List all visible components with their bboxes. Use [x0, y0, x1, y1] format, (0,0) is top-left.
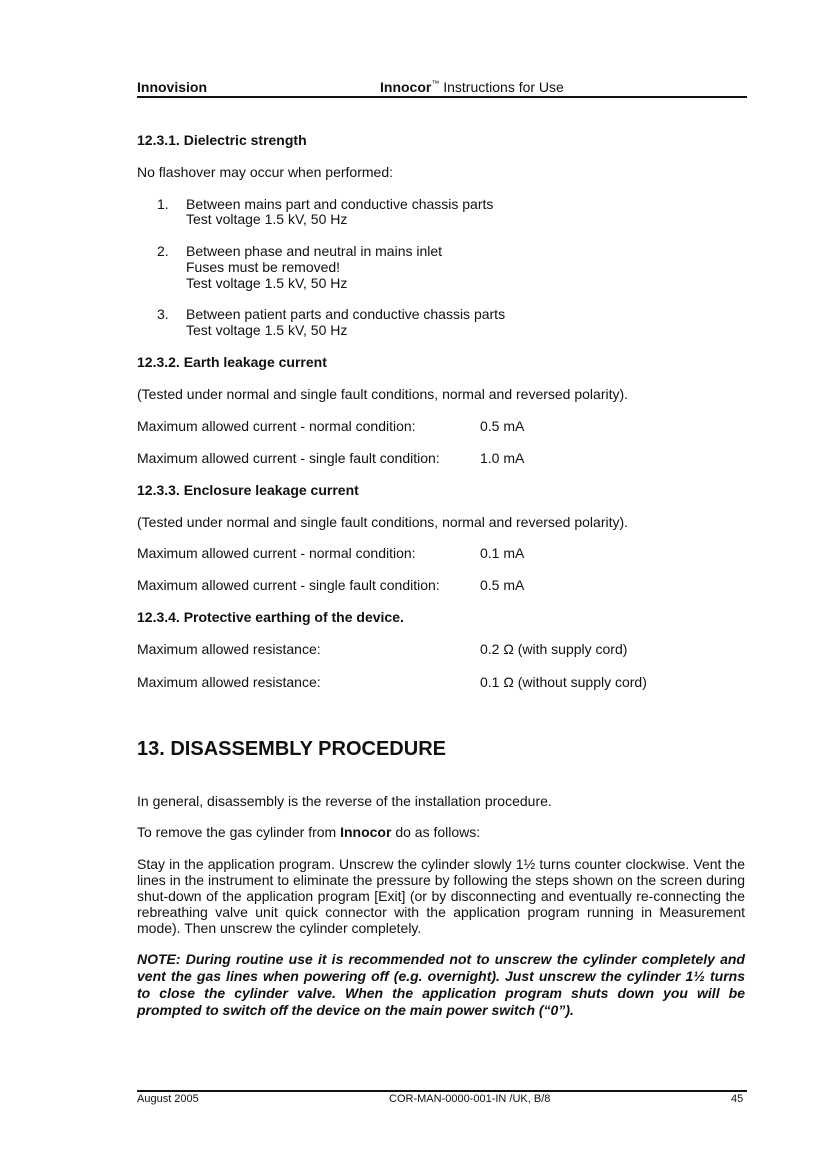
- spec-value: 0.5 mA: [480, 418, 525, 434]
- list-item-line: Between mains part and conductive chassis parts: [186, 196, 494, 212]
- spec-value: 0.2 Ω (with supply cord): [480, 641, 628, 657]
- header-company: Innovision: [137, 79, 207, 95]
- list-item-line: Between phase and neutral in mains inlet: [186, 243, 443, 259]
- instruction-text: do as follows:: [391, 824, 481, 840]
- dielectric-intro: No flashover may occur when performed:: [137, 164, 393, 180]
- section-heading-protective-earthing: 12.3.4. Protective earthing of the device.: [137, 609, 404, 625]
- list-item-line: Test voltage 1.5 kV, 50 Hz: [186, 322, 348, 338]
- footer-doc-id: COR-MAN-0000-001-IN /UK, B/8: [389, 1093, 551, 1105]
- chapter-heading-disassembly: 13. DISASSEMBLY PROCEDURE: [137, 738, 446, 760]
- spec-label: Maximum allowed resistance:: [137, 674, 321, 690]
- header-product: Innocor: [380, 79, 432, 95]
- disassembly-intro: In general, disassembly is the reverse of the installation procedure.: [137, 793, 552, 809]
- spec-label: Maximum allowed current - normal condition:: [137, 545, 416, 561]
- enclosure-leakage-note: (Tested under normal and single fault conditions, normal and reversed polarity).: [137, 514, 629, 530]
- spec-value: 1.0 mA: [480, 450, 525, 466]
- spec-label: Maximum allowed current - single fault condition:: [137, 577, 440, 593]
- spec-label: Maximum allowed current - single fault condition:: [137, 450, 440, 466]
- section-heading-earth-leakage: 12.3.2. Earth leakage current: [137, 354, 327, 370]
- footer-rule: [137, 1090, 747, 1092]
- list-item-line: Test voltage 1.5 kV, 50 Hz: [186, 275, 348, 291]
- header-rule: [137, 96, 747, 98]
- footer-date: August 2005: [137, 1093, 199, 1105]
- disassembly-steps-paragraph: Stay in the application program. Unscrew the cylinder slowly 1½ turns counter clockwise. Vent the lines in the instrument to eliminate the pressure by following the steps shown on the screen during shut-down of the application program [Exit] (or by disconnecting and eventually re-connecting the rebreathing valve unit quick connector with the application program running in Measurement mode). Then unscrew the cylinder completely.: [137, 856, 745, 936]
- spec-label: Maximum allowed current - normal condition:: [137, 418, 416, 434]
- spec-label: Maximum allowed resistance:: [137, 641, 321, 657]
- spec-value: 0.1 mA: [480, 545, 525, 561]
- list-item-number: 2.: [157, 243, 169, 259]
- spec-value: 0.1 Ω (without supply cord): [480, 674, 647, 690]
- list-item-number: 1.: [157, 196, 169, 212]
- disassembly-note: NOTE: During routine use it is recommended not to unscrew the cylinder completely and vent the gas lines when powering off (e.g. overnight). Just unscrew the cylinder 1½ turns to close the cylinder valve. When the application program shuts down you will be prompted to switch off the device on the main power switch (“0”).: [137, 951, 745, 1018]
- section-heading-dielectric: 12.3.1. Dielectric strength: [137, 132, 307, 148]
- instruction-text: To remove the gas cylinder from: [137, 824, 341, 840]
- section-heading-enclosure-leakage: 12.3.3. Enclosure leakage current: [137, 482, 359, 498]
- list-item-number: 3.: [157, 306, 169, 322]
- spec-value: 0.5 mA: [480, 577, 525, 593]
- list-item-line: Fuses must be removed!: [186, 259, 341, 275]
- header-title: [380, 79, 564, 95]
- earth-leakage-note: (Tested under normal and single fault conditions, normal and reversed polarity).: [137, 386, 629, 402]
- list-item-line: Between patient parts and conductive chassis parts: [186, 306, 506, 322]
- footer-page-number: 45: [731, 1093, 744, 1105]
- trademark-symbol: ™: [431, 79, 440, 88]
- header-title-rest: Instructions for Use: [439, 79, 564, 95]
- disassembly-instruction: [137, 824, 480, 840]
- list-item-line: Test voltage 1.5 kV, 50 Hz: [186, 211, 348, 227]
- product-name: Innocor: [340, 824, 392, 840]
